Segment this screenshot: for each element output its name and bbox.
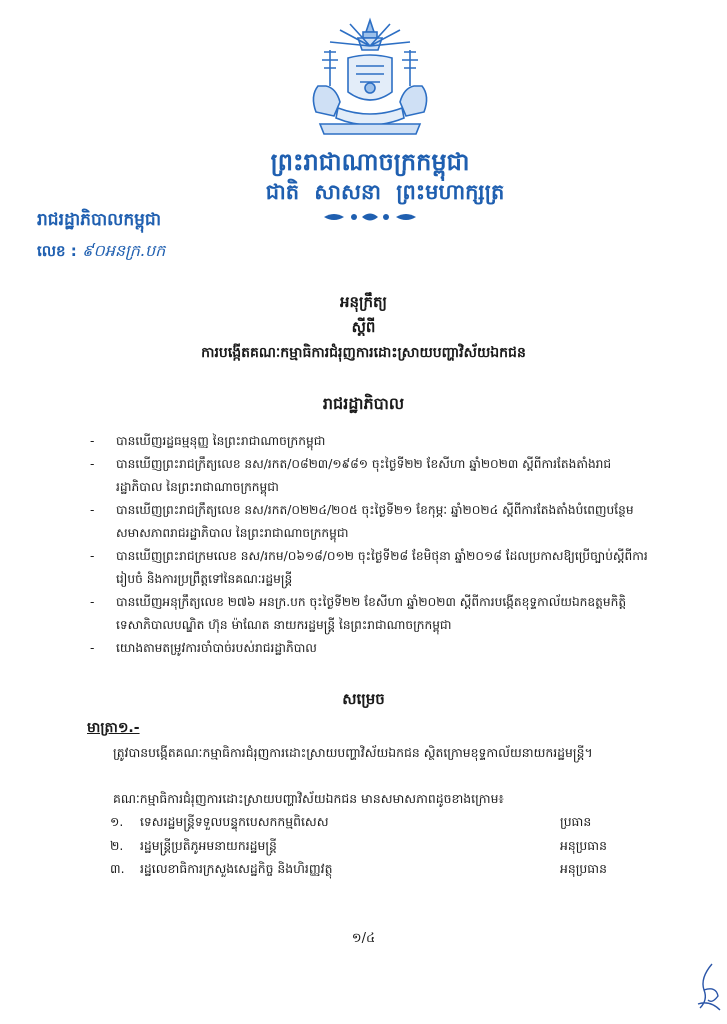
reference-number bbox=[37, 240, 165, 264]
member-role: ប្រធាន bbox=[560, 814, 592, 829]
member-row bbox=[110, 834, 635, 858]
list-dash: - bbox=[90, 457, 95, 471]
preamble-text: បានឃើញព្រះរាជក្រមលេខ នស/រកម/០៦១៨/០១២ ចុះថ្ងៃទី២៨ ខែមិថុនា ឆ្នាំ២០១៨ ដែលប្រកាសឱ្យប្រើច្បាប់ស្តីពីការរៀបចំ និងការប្រព្រឹត្តទៅនៃគណៈរដ្ឋមន្ត្រី bbox=[116, 549, 648, 586]
article-1-paragraph-1: ត្រូវបានបង្កើតគណៈកម្មាធិការជំរុញការដោះស្រាយបញ្ហាវិស័យឯកជន ស្ថិតក្រោមខុទ្ទកាល័យនាយករដ្ឋមន្ត្រី។ bbox=[113, 745, 593, 760]
list-dash: - bbox=[90, 595, 95, 609]
preamble-text: បានឃើញរដ្ឋធម្មនុញ្ញ នៃព្រះរាជាណាចក្រកម្ពុជា bbox=[116, 434, 326, 448]
preamble-text: បានឃើញអនុក្រឹត្យលេខ ២៧៦ អនក្រ.បក ចុះថ្ងៃទី២២ ខែសីហា ឆ្នាំ២០២៣ ស្តីពីការបង្កើតខុទ្ទកាល័យឯកឧត្តមកិត្តិទេសាភិបាលបណ្ឌិត ហ៊ុន ម៉ាណែត នាយករដ្ឋមន្ត្រី នៃព្រះរាជាណាចក្រកម្ពុជា bbox=[116, 595, 627, 632]
article-1-paragraph-2: គណៈកម្មាធិការជំរុញការដោះស្រាយបញ្ហាវិស័យឯកជន មានសមាសភាពដូចខាងក្រោម៖ bbox=[113, 791, 504, 806]
member-title: រដ្ឋមន្ត្រីប្រតិភូអមនាយករដ្ឋមន្ត្រី bbox=[140, 837, 277, 853]
page-number: ១/៤ bbox=[351, 931, 376, 946]
list-dash: - bbox=[90, 549, 95, 563]
list-dash: - bbox=[90, 503, 95, 517]
reference-value: ៩០អនក្រ.បក bbox=[82, 241, 166, 260]
preamble-item bbox=[90, 545, 650, 591]
member-title: ទេសរដ្ឋមន្ត្រីទទួលបន្ទុកបេសកកម្មពិសេស bbox=[140, 814, 329, 829]
national-motto: ជាតិ សាសនា ព្រះមហាក្សត្រ bbox=[265, 179, 505, 204]
issuing-authority: រាជរដ្ឋាភិបាលកម្ពុជា bbox=[37, 210, 162, 230]
member-row bbox=[110, 857, 635, 881]
preamble-item bbox=[90, 637, 650, 660]
preamble-item bbox=[90, 591, 650, 637]
preamble-text: បានឃើញព្រះរាជក្រឹត្យលេខ នស/រកត/០៨២៣/១៩៨១ ចុះថ្ងៃទី២២ ខែសីហា ឆ្នាំ២០២៣ ស្តីពីការតែងតាំងរាជរដ្ឋាភិបាល នៃព្រះរាជាណាចក្រកម្ពុជា bbox=[116, 457, 612, 494]
royal-arms-emblem-icon bbox=[300, 16, 440, 141]
list-dash: - bbox=[90, 434, 95, 448]
member-number: ១. bbox=[110, 814, 124, 829]
member-row bbox=[110, 810, 635, 834]
preamble-item bbox=[90, 499, 650, 545]
member-number: ៣. bbox=[110, 861, 125, 876]
kingdom-name: ព្រះរាជាណាចក្រកម្ពុជា bbox=[270, 147, 470, 176]
reference-label: លេខ : bbox=[37, 242, 77, 260]
preamble-item bbox=[90, 430, 650, 453]
preamble-item bbox=[90, 453, 650, 499]
committee-members bbox=[110, 810, 635, 881]
decorative-divider-icon bbox=[320, 210, 420, 224]
authority-heading: រាជរដ្ឋាភិបាល bbox=[322, 394, 405, 413]
member-role: អនុប្រធាន bbox=[560, 861, 607, 876]
member-number: ២. bbox=[110, 837, 124, 853]
preamble-text: បានឃើញព្រះរាជក្រឹត្យលេខ នស/រកត/០២២៤/២០៥ ចុះថ្ងៃទី២១ ខែកុម្ភៈ ឆ្នាំ២០២៤ ស្តីពីការតែងតាំងបំពេញបន្ថែមសមាសភាពរាជរដ្ឋាភិបាល នៃព្រះរាជាណាចក្រកម្ពុជា bbox=[116, 503, 634, 540]
preamble-list bbox=[90, 430, 650, 660]
article-1-label: មាត្រា១.- bbox=[87, 720, 140, 736]
about-label: ស្តីពី bbox=[351, 318, 376, 336]
document-subject: ការបង្កើតគណៈកម្មាធិការជំរុញការដោះស្រាយបញ្ហាវិស័យឯកជន bbox=[201, 345, 526, 361]
document-type: អនុក្រឹត្យ bbox=[339, 293, 388, 311]
member-title: រដ្ឋលេខាធិការក្រសួងសេដ្ឋកិច្ច និងហិរញ្ញវត្ថុ bbox=[140, 861, 333, 876]
member-role: អនុប្រធាន bbox=[560, 837, 607, 853]
list-dash: - bbox=[90, 641, 95, 655]
preamble-text: យោងតាមតម្រូវការចាំបាច់របស់រាជរដ្ឋាភិបាល bbox=[116, 641, 317, 655]
decision-heading: សម្រេច bbox=[342, 690, 385, 708]
handwritten-initial-icon bbox=[690, 960, 726, 1015]
